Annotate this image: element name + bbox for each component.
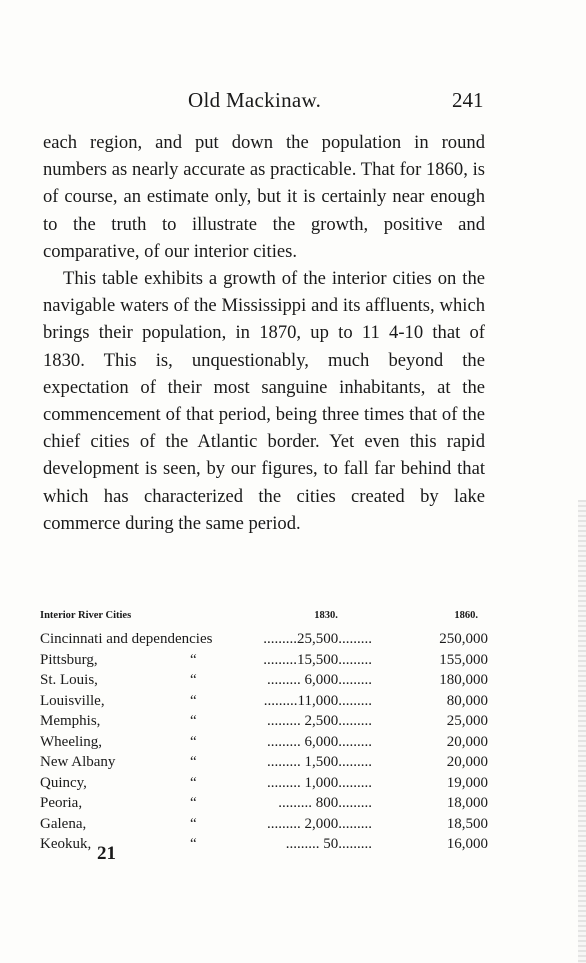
population-1860: 25,000 <box>446 713 488 729</box>
city-name: Cincinnati and dependencies <box>40 631 213 647</box>
city-name: Galena, <box>40 815 87 832</box>
table-body <box>40 629 488 855</box>
ditto-mark: “ <box>190 733 197 750</box>
population-1860: 16,000 <box>446 836 488 852</box>
population-1830: .........15,500......... <box>263 651 372 668</box>
ditto-mark: “ <box>190 692 197 709</box>
population-1830: ......... 2,500......... <box>267 713 372 729</box>
table-row <box>40 814 488 835</box>
population-1830: ......... 1,500......... <box>267 754 372 770</box>
ditto-mark: “ <box>190 672 197 688</box>
city-name: St. Louis, <box>40 672 98 688</box>
page-edge-shadow <box>578 500 586 963</box>
table-row <box>40 793 488 814</box>
ditto-mark: “ <box>190 815 197 832</box>
population-1860: 155,000 <box>439 651 488 668</box>
table-row <box>40 752 488 773</box>
table-header-row <box>40 608 488 629</box>
population-1860: 18,000 <box>446 795 488 811</box>
city-name: Wheeling, <box>40 733 103 750</box>
city-name: Quincy, <box>40 774 87 791</box>
population-table <box>40 608 488 855</box>
population-1860: 80,000 <box>446 692 488 709</box>
population-1860: 18,500 <box>446 815 488 832</box>
table-row <box>40 629 488 650</box>
paragraph: This table exhibits a growth of the interior cities on the navigable waters of the Mississippi and its affluents, which brings their population, in 1870, up to 11 4-10 that of 1830. This is, unquestionably, much beyond the expectation of their most sanguine inhabitants, at the commencement of that period, being three times that of the chief cities of the Atlantic border. Yet even this rapid development is seen, by our figures, to fall far behind that which has characterized the cities created by lake commerce during the same period. <box>43 268 485 534</box>
population-1830: ......... 1,000......... <box>267 774 372 791</box>
ditto-mark: “ <box>190 774 197 791</box>
paragraph: each region, and put down the population in round numbers as nearly accurate as practicable. That for 1860, is of course, an estimate only, but it is certainly near enough to the truth to illustrate the growth, positive and comparative, of our interior cities. <box>43 132 485 262</box>
running-head <box>0 88 586 118</box>
city-name: New Albany <box>40 754 116 770</box>
population-1830: ......... 6,000......... <box>267 672 372 688</box>
city-name: Keokuk, <box>40 836 92 852</box>
column-header-1860: 1860. <box>454 609 478 621</box>
table-row <box>40 691 488 712</box>
body-text <box>43 129 485 537</box>
running-title: Old Mackinaw. <box>188 88 322 112</box>
column-header-1830: 1830. <box>314 609 338 621</box>
population-1860: 20,000 <box>446 733 488 750</box>
column-header-city: Interior River Cities <box>40 609 132 621</box>
population-1860: 19,000 <box>446 774 488 791</box>
population-1860: 180,000 <box>439 672 488 688</box>
table-row <box>40 773 488 794</box>
ditto-mark: “ <box>190 754 197 770</box>
city-name: Pittsburg, <box>40 651 98 668</box>
population-1830: .........25,500......... <box>263 631 372 647</box>
table-row <box>40 650 488 671</box>
page-number: 241 <box>452 88 484 112</box>
table-row <box>40 711 488 732</box>
population-1860: 250,000 <box>439 631 488 647</box>
population-1830: ......... 800......... <box>278 795 372 811</box>
ditto-mark: “ <box>190 795 197 811</box>
population-1830: ......... 2,000......... <box>267 815 372 832</box>
population-1860: 20,000 <box>446 754 488 770</box>
ditto-mark: “ <box>190 651 197 668</box>
table-row <box>40 732 488 753</box>
signature-mark: 21 <box>97 843 116 864</box>
city-name: Peoria, <box>40 795 83 811</box>
city-name: Memphis, <box>40 713 101 729</box>
population-1830: ......... 50......... <box>285 836 372 852</box>
population-1830: .........11,000......... <box>263 692 372 709</box>
city-name: Louisville, <box>40 692 105 709</box>
ditto-mark: “ <box>190 836 197 852</box>
ditto-mark: “ <box>190 713 197 729</box>
population-1830: ......... 6,000......... <box>267 733 372 750</box>
table-row <box>40 670 488 691</box>
